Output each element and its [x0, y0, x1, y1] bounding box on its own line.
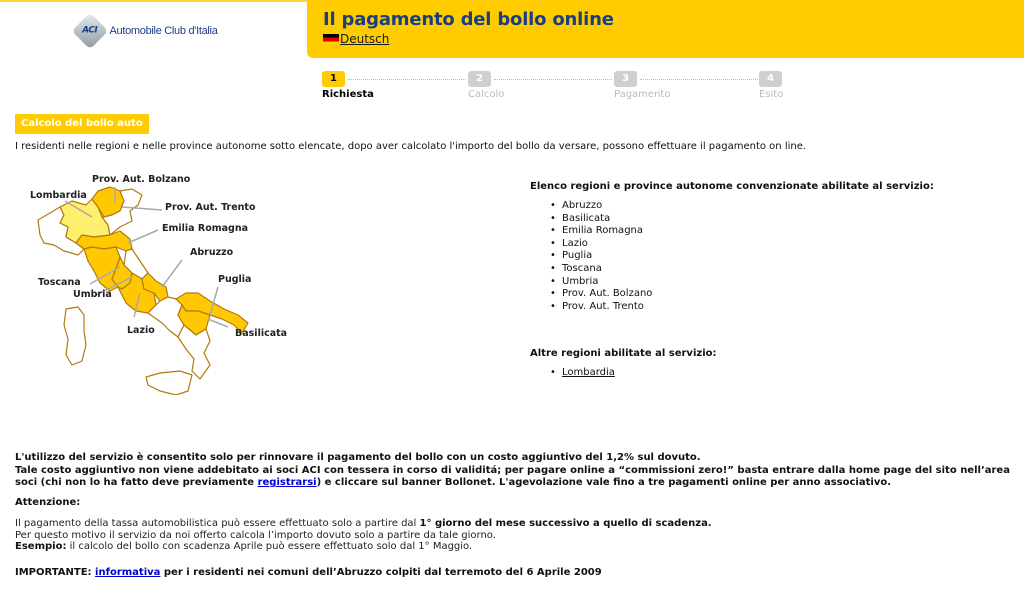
header-band — [307, 0, 1024, 58]
service-notice — [15, 452, 1010, 490]
step-esito — [759, 71, 783, 100]
map-label-lazio: Lazio — [127, 325, 155, 336]
step-connector — [494, 79, 612, 80]
convenzionate-list-block — [530, 181, 934, 313]
map-label-toscana: Toscana — [38, 277, 81, 288]
map-label-basilicata: Basilicata — [235, 328, 288, 339]
list-item: • Abruzzo — [550, 200, 934, 213]
lombardia-link[interactable]: Lombardia — [562, 367, 615, 378]
step-label: Pagamento — [614, 89, 671, 100]
step-label: Richiesta — [322, 89, 374, 100]
list-item: • Prov. Aut. Trento — [550, 301, 934, 314]
map-label-lombardia: Lombardia — [30, 190, 87, 201]
informativa-link[interactable]: informativa — [95, 567, 161, 578]
step-label: Calcolo — [468, 89, 505, 100]
convenzionate-list — [550, 200, 934, 313]
list-item: • Puglia — [550, 250, 934, 263]
notice-line: L'utilizzo del servizio è consentito solo per rinnovare il pagamento del bollo con un costo aggiuntivo del 1,2% sul dovuto. — [15, 452, 701, 463]
step-pagamento — [614, 71, 670, 100]
notice-line: soci (chi non lo ha fatto deve previamente registrarsi) e cliccare sul banner Bollonet. L'agevolazione vale fino a tre pagamenti online per anno associativo. — [15, 477, 892, 488]
aci-logo[interactable] — [77, 18, 217, 44]
list-item: • Umbria — [550, 276, 934, 289]
list-item: • Lazio — [550, 238, 934, 251]
list-item: • Prov. Aut. Bolzano — [550, 288, 934, 301]
step-richiesta — [322, 71, 374, 100]
aci-logo-icon: ACI — [72, 13, 109, 50]
german-flag-icon — [323, 34, 339, 45]
map-label-emilia-romagna: Emilia Romagna — [162, 223, 249, 234]
logo-text: Automobile Club d'Italia — [109, 25, 218, 37]
list-item — [550, 367, 717, 380]
language-label: Deutsch — [340, 32, 390, 46]
notice-line: Tale costo aggiuntivo non viene addebitato ai soci ACI con tessera in corso di validitá; per pagare online a “commissioni zero!” basta entrare dalla home page del sito nell’area — [15, 464, 1010, 476]
registrarsi-link[interactable]: registrarsi — [257, 477, 317, 488]
list-item: • Emilia Romagna — [550, 225, 934, 238]
step-calcolo — [468, 71, 504, 100]
italy-map[interactable] — [20, 165, 300, 395]
step-number: 1 — [322, 71, 345, 87]
progress-stepper — [322, 71, 787, 103]
step-number: 4 — [759, 71, 782, 87]
language-link-deutsch[interactable] — [323, 32, 389, 46]
list-item: • Basilicata — [550, 213, 934, 226]
map-label-umbria: Umbria — [73, 289, 112, 300]
attention-title: Attenzione: — [15, 497, 81, 508]
altre-list — [550, 367, 717, 380]
step-number: 3 — [614, 71, 637, 87]
step-label: Esito — [759, 89, 784, 100]
page-title: Il pagamento del bollo online — [323, 9, 614, 30]
map-label-puglia: Puglia — [218, 274, 252, 285]
step-number: 2 — [468, 71, 491, 87]
important-notice: IMPORTANTE: informativa per i residenti nei comuni dell’Abruzzo colpiti dal terremoto del 6 Aprile 2009 — [15, 567, 602, 578]
attention-line: Il pagamento della tassa automobilistica può essere effettuato solo a partire dal 1° giorno del mese successivo a quello di scadenza. — [15, 518, 712, 529]
attention-body — [15, 518, 712, 553]
logo-area — [0, 2, 307, 60]
section-tag: Calcolo del bollo auto — [15, 114, 149, 134]
attention-line: Per questo motivo il servizio da noi offerto calcola l’importo dovuto solo a partire da tale giorno. — [15, 529, 496, 541]
map-label-abruzzo: Abruzzo — [190, 247, 234, 258]
intro-text: I residenti nelle regioni e nelle province autonome sotto elencate, dopo aver calcolato l'importo del bollo da versare, possono effettuare il pagamento on line. — [15, 141, 807, 152]
attention-line: Esempio: il calcolo del bollo con scadenza Aprile può essere effettuato solo dal 1° Maggio. — [15, 541, 473, 552]
convenzionate-title: Elenco regioni e province autonome convenzionate abilitate al servizio: — [530, 181, 934, 192]
map-label-trento: Prov. Aut. Trento — [165, 202, 256, 213]
list-item: • Toscana — [550, 263, 934, 276]
altre-title: Altre regioni abilitate al servizio: — [530, 348, 717, 359]
map-label-bolzano: Prov. Aut. Bolzano — [92, 174, 191, 185]
altre-list-block — [530, 348, 717, 380]
